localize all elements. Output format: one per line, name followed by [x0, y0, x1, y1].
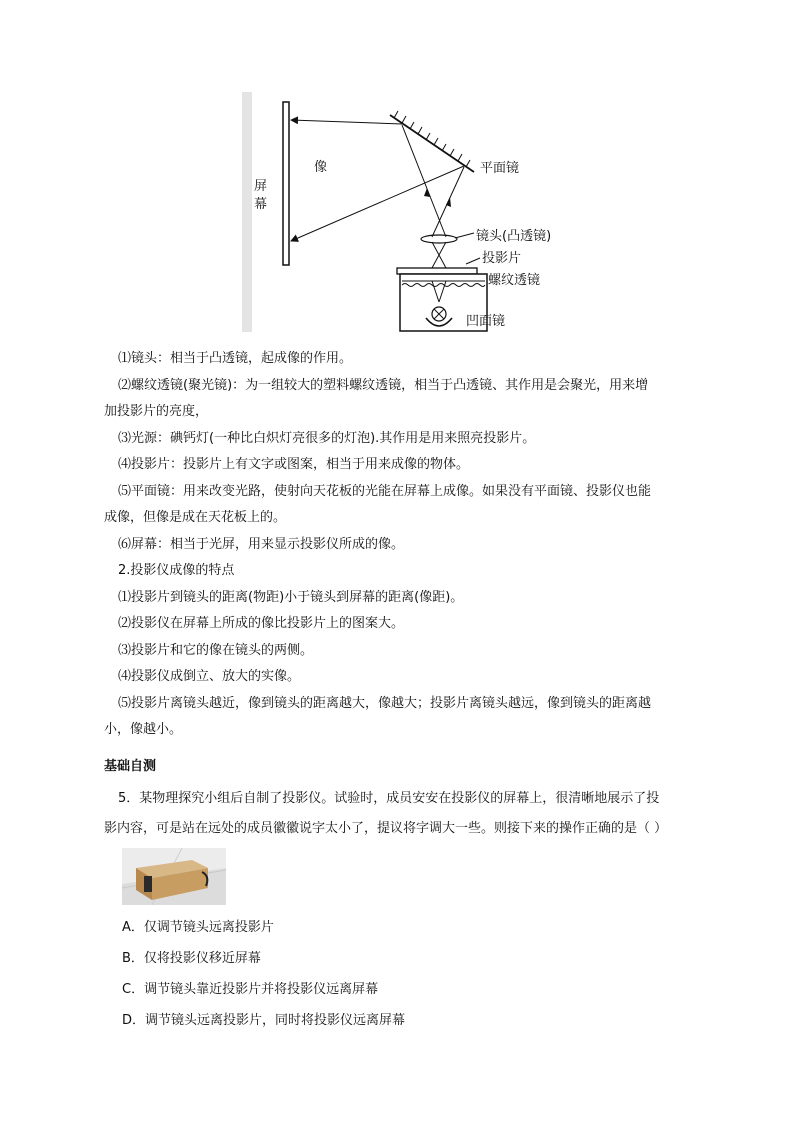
section-2-title: 2.投影仪成像的特点 [118, 563, 235, 578]
projector-photo [122, 848, 226, 905]
label-slide: 投影片 [482, 251, 522, 266]
projector-diagram [242, 92, 572, 338]
self-test-heading-text: 基础自测 [104, 759, 157, 774]
left-shade [242, 92, 252, 332]
option-a[interactable]: A．仅调节镜头远离投影片 [122, 920, 274, 935]
screen-shape [283, 102, 289, 265]
components-list [104, 346, 704, 558]
section-2 [104, 558, 704, 744]
label-mirror: 平面镜 [480, 161, 520, 176]
ray-arrow-left [424, 188, 430, 197]
option-d[interactable]: D．调节镜头远离投影片，同时将投影仪远离屏幕 [122, 1013, 406, 1028]
label-concave: 凹面镜 [466, 314, 506, 329]
question-5 [104, 784, 704, 844]
self-test-heading [104, 754, 704, 781]
label-screen-1: 屏 [254, 179, 268, 194]
option-b[interactable]: B．仅将投影仪移近屏幕 [122, 951, 261, 966]
projector-diagram-svg [242, 92, 572, 338]
question-line: 影内容，可是站在远处的成员徽徽说字太小了，提议将字调大一些。则接下来的操作正确的是（ ） [104, 821, 668, 836]
mirror-line [390, 115, 474, 172]
answer-options [122, 912, 702, 1036]
feature-item: ⑶投影片和它的像在镜头的两侧。 [118, 642, 314, 658]
component-item: ⑷投影片：投影片上有文字或图案，相当于用来成像的物体。 [118, 457, 470, 472]
component-item-cont: 加投影片的亮度， [104, 404, 209, 419]
feature-item: ⑸投影片离镜头越近，像到镜头的距离越大，像越大；投影片离镜头越远，像到镜头的距离越 [118, 695, 652, 711]
slide-plate [397, 268, 477, 274]
mirror-hatching [394, 111, 470, 167]
lens-shape [421, 235, 457, 243]
option-c[interactable]: C．调节镜头靠近投影片并将投影仪远离屏幕 [122, 982, 379, 997]
feature-item-cont: 小，像越小。 [104, 722, 183, 737]
component-item: ⑴镜头：相当于凸透镜，起成像的作用。 [118, 351, 353, 366]
label-screen-2: 幕 [254, 197, 268, 212]
projector-photo-svg [122, 848, 226, 905]
ray-upper [291, 120, 402, 124]
component-item: ⑸平面镜：用来改变光路，使射向天花板的光能在屏幕上成像。如果没有平面镜、投影仪也能 [118, 483, 652, 499]
component-item: ⑵螺纹透镜(聚光镜)：为一组较大的塑料螺纹透镜，相当于凸透镜、其作用是会聚光，用来增 [118, 377, 649, 393]
label-image: 像 [314, 160, 328, 175]
feature-item: ⑴投影片到镜头的距离(物距)小于镜头到屏幕的距离(像距)。 [118, 589, 464, 605]
question-line: 5．某物理探究小组后自制了投影仪。试验时，成员安安在投影仪的屏幕上，很清晰地展示了投 [118, 791, 660, 806]
component-item: ⑶光源：碘钙灯(一种比白炽灯亮很多的灯泡).其作用是用来照亮投影片。 [118, 430, 536, 446]
label-lens: 镜头(凸透镜) [476, 229, 552, 244]
component-item-cont: 成像，但像是成在天花板上的。 [104, 510, 287, 525]
feature-item: ⑵投影仪在屏幕上所成的像比投影片上的图案大。 [118, 616, 405, 631]
component-item: ⑹屏幕：相当于光屏，用来显示投影仪所成的像。 [118, 536, 405, 552]
label-fresnel: 螺纹透镜 [488, 273, 541, 288]
ray-lower [291, 166, 464, 241]
feature-item: ⑷投影仪成倒立、放大的实像。 [118, 669, 301, 684]
